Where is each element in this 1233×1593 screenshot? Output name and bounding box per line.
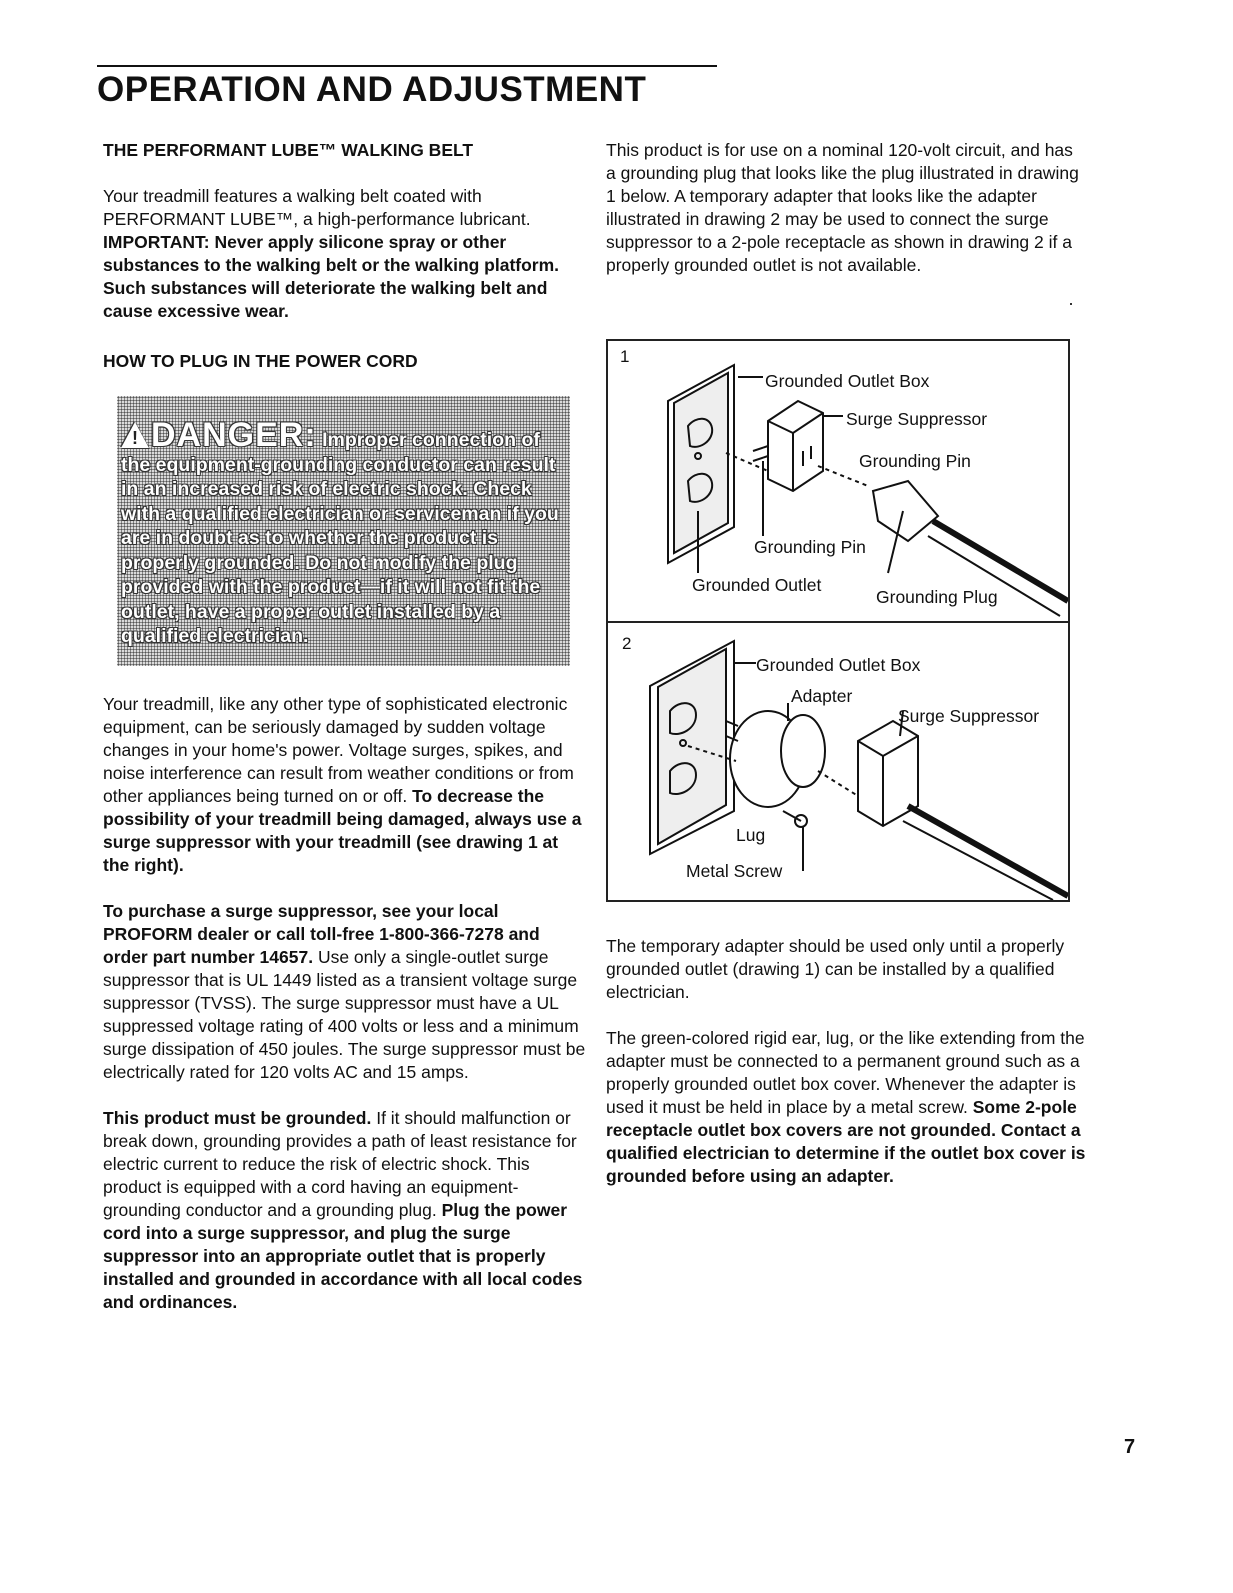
label-grounding-plug: Grounding Plug xyxy=(876,587,998,607)
left-column xyxy=(103,139,588,373)
figure-2-number: 2 xyxy=(622,634,632,653)
section-heading-walking-belt: THE PERFORMANT LUBE™ WALKING BELT xyxy=(103,140,474,160)
warning-triangle-icon xyxy=(121,422,149,448)
figure-1-number: 1 xyxy=(620,347,630,366)
paragraph-rigid-ear xyxy=(606,1027,1086,1188)
danger-message: Improper connection of the equipment-grounding conductor can result in an increased risk of electric shock. Check with a qualified electrician or serviceman if you are in doubt as to whether the product is properly grounded. Do not modify the plug provided with the product—if it will not fit the outlet, have a proper outlet installed by a qualified electrician. xyxy=(121,429,559,647)
outlet-box-warning: Some 2-pole receptacle outlet box covers are not grounded. Contact a qualified electrician to determine if the outlet box cover is grounded before using an adapter. xyxy=(606,1097,1086,1186)
purchase-info: To purchase a surge suppressor, see your local PROFORM dealer or call toll-free 1-800-366-7278 and order part number 14657. xyxy=(103,901,540,967)
grounding-instruction: Plug the power cord into a surge suppressor, and plug the surge suppressor into an appropriate outlet that is properly installed and grounded in accordance with all local codes and ordinances. xyxy=(103,1200,583,1312)
label-lug: Lug xyxy=(736,825,766,845)
label-grounded-outlet-box-2: Grounded Outlet Box xyxy=(756,655,921,675)
grounding-explanation: If it should malfunction or break down, grounding provides a path of least resistance for electric current to reduce the risk of electric shock. This product is equipped with a cord having an equipment-grounding conductor and a grounding plug. xyxy=(103,1108,577,1220)
label-surge-suppressor-2: Surge Suppressor xyxy=(898,706,1040,726)
page-title: OPERATION AND ADJUSTMENT xyxy=(97,70,647,109)
label-grounded-outlet-box-1: Grounded Outlet Box xyxy=(765,371,930,391)
danger-warning-box xyxy=(117,396,570,666)
label-grounding-pin-1a: Grounding Pin xyxy=(859,451,971,471)
surge-specs: Use only a single-outlet surge suppressor that is UL 1449 listed as a transient voltage surge suppressor (TVSS). The surge suppressor must have a UL suppressed voltage rating of 400 volts or less and a minimum surge dissipation of 450 joules. The surge suppressor must be electrically rated for 120 volts AC and 15 amps. xyxy=(103,947,586,1082)
paragraph-purchase xyxy=(103,900,588,1084)
paragraph-walking-belt xyxy=(103,185,588,323)
label-grounded-outlet: Grounded Outlet xyxy=(692,575,822,595)
rigid-ear-text: The green-colored rigid ear, lug, or the like extending from the adapter must be connected to a permanent ground such as a properly grounded outlet box cover. Whenever the adapter is used it must be held in place by a metal screw. xyxy=(606,1028,1085,1117)
speck xyxy=(1070,303,1072,305)
paragraph-grounding xyxy=(103,1107,588,1314)
danger-label: DANGER: xyxy=(151,416,317,454)
section-heading-power-cord: HOW TO PLUG IN THE POWER CORD xyxy=(103,351,418,371)
label-grounding-pin-1b: Grounding Pin xyxy=(754,537,866,557)
right-column-lower xyxy=(606,935,1086,1188)
important-warning: IMPORTANT: Never apply silicone spray or other substances to the walking belt or the walking platform. Such substances will deteriorate the walking belt and cause excessive wear. xyxy=(103,232,560,321)
label-surge-suppressor-1: Surge Suppressor xyxy=(846,409,988,429)
paragraph-temporary-adapter: The temporary adapter should be used only until a properly grounded outlet (drawing 1) can be installed by a qualified electrician. xyxy=(606,936,1065,1002)
walking-belt-text: Your treadmill features a walking belt coated with PERFORMANT LUBE™, a high-performance lubricant. xyxy=(103,186,531,229)
title-rule xyxy=(97,65,717,67)
right-column xyxy=(606,139,1086,277)
page-number: 7 xyxy=(1124,1436,1136,1458)
surge-damage-text: Your treadmill, like any other type of sophisticated electronic equipment, can be seriously damaged by sudden voltage changes in your home's power. Voltage surges, spikes, and noise interference can result from weather conditions or from other appliances being turned on or off. xyxy=(103,694,574,806)
surge-advice: To decrease the possibility of your treadmill being damaged, always use a surge suppressor with your treadmill (see drawing 1 at the right). xyxy=(103,786,582,875)
left-column-lower xyxy=(103,693,588,1314)
figures-box xyxy=(606,339,1070,902)
danger-text-block xyxy=(121,416,566,649)
label-metal-screw: Metal Screw xyxy=(686,861,783,881)
label-adapter: Adapter xyxy=(791,686,853,706)
paragraph-circuit: This product is for use on a nominal 120-volt circuit, and has a grounding plug that looks like the plug illustrated in drawing 1 below. A temporary adapter that looks like the adapter illustrated in drawing 2 may be used to connect the surge suppressor to a 2-pole receptacle as shown in drawing 2 if a properly grounded outlet is not available. xyxy=(606,140,1079,275)
figure-divider xyxy=(608,621,1068,623)
grounding-requirement: This product must be grounded. xyxy=(103,1108,372,1128)
paragraph-surge-damage xyxy=(103,693,588,877)
